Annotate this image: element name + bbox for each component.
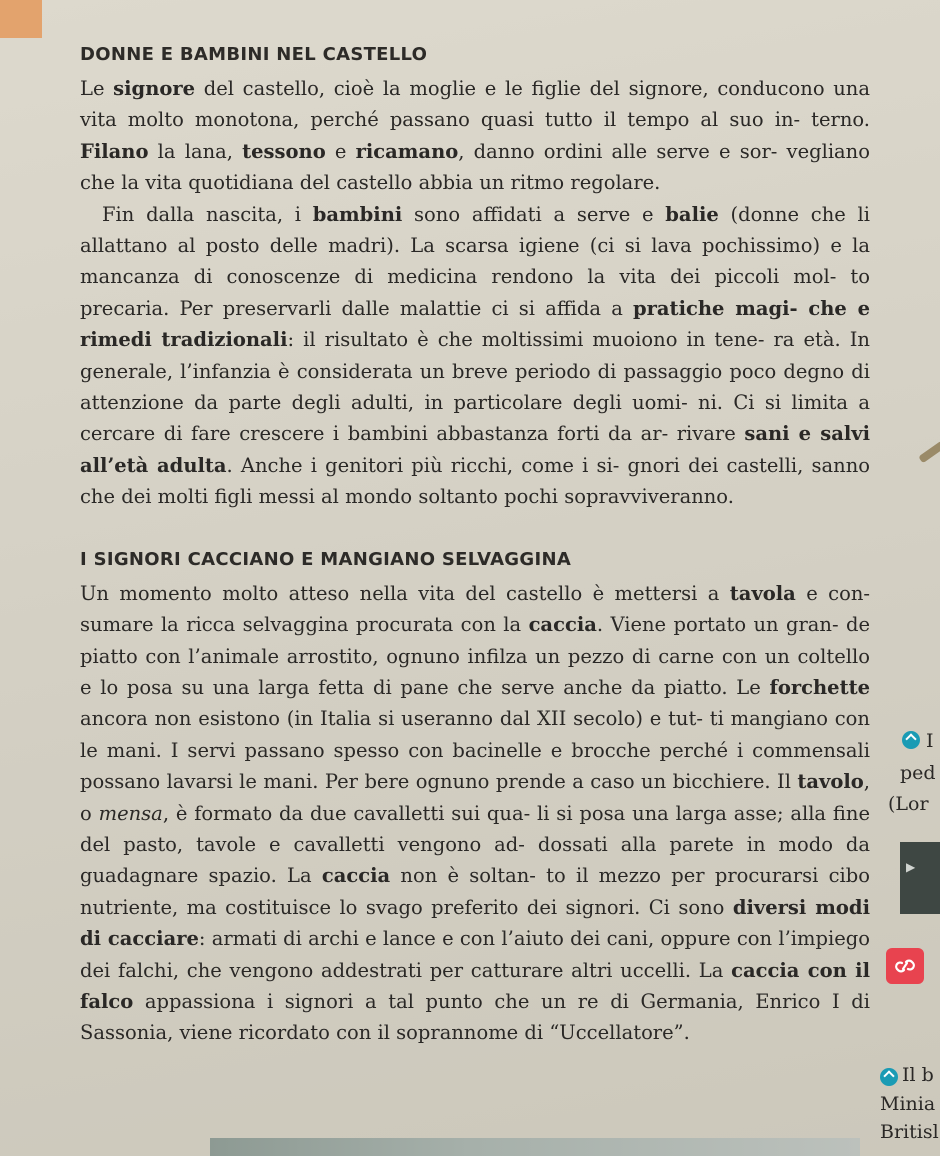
text-run: , o — [80, 770, 870, 825]
section-heading-hunting: I SIGNORI CACCIANO E MANGIANO SELVAGGINA — [80, 548, 572, 570]
bold-term: signore — [113, 77, 196, 100]
circle-arrow-icon[interactable] — [902, 731, 920, 749]
bold-term: caccia — [528, 613, 597, 637]
text-run: e con- sumare la ricca selvaggina procurata con la — [80, 581, 870, 637]
text-run: . Viene portato un gran- de piatto con l’animale arrostito, ognuno infilza un pezzo di carne con un coltello e lo posa su una larga fetta di pane che serve anche da piatto. Le — [80, 613, 870, 699]
bold-term: balie — [665, 202, 719, 226]
link-icon — [893, 955, 917, 977]
italic-term: mensa — [98, 801, 163, 825]
sidenote-fragment: Il b — [902, 1064, 934, 1086]
text-run: : il risultato è che moltissimi muoiono in tene- ra età. In generale, l’infanzia è considerata un breve periodo di passaggio poco degno di attenzione da parte degli adulti, in particolare degli uomi- ni. Ci si limita a cercare di fare crescere i bambini abbastanza forti da ar- rivare — [80, 328, 870, 446]
text-run: ancora non esistono (in Italia si useranno dal XII secolo) e tut- ti mangiano con le mani. I servi passano spesso con bacinelle e brocche perché i commensali possano lavarsi le mani. Per bere ognuno prende a caso un bicchiere. Il — [80, 707, 870, 794]
bold-term: bambini — [312, 202, 403, 226]
image-edge-strip — [210, 1138, 860, 1156]
sidenote-fragment: (Lor — [888, 793, 929, 815]
text-run: , danno ordini alle serve e sor- vegliano che la vita quotidiana del castello abbia un ritmo regolare. — [80, 139, 870, 195]
sidenote-fragment: Minia — [880, 1093, 936, 1115]
corner-tab — [0, 0, 42, 38]
text-run: , è formato da due cavalletti sui qua- li si posa una larga asse; alla fine del pasto, tavole e cavalletti vengono ad- dossati alla parete in modo da guadagnare spazio. La — [80, 801, 870, 888]
bold-term: sani e salvi all’età adulta — [80, 422, 870, 477]
text-run: Le — [80, 77, 114, 100]
text-run: (donne che li allattano al posto delle madri). La scarsa igiene (ci si lava pochissimo) e la mancanza di conoscenze di medicina rendono la vita dei piccoli mol- to precaria. Per preservarli dalle malattie ci si affida a — [80, 202, 871, 320]
bold-term: diversi modi di cacciare — [80, 895, 870, 951]
text-run: appassiona i signori a tal punto che un re di Germania, Enrico I di Sassonia, viene ricordato con il soprannome di “Uccellatore”. — [80, 989, 870, 1045]
sidenote-fragment: I — [926, 730, 934, 752]
bold-term: tessono — [242, 139, 326, 163]
bold-term: ricamano — [355, 139, 459, 163]
text-run: . Anche i genitori più ricchi, come i si- gnori dei castelli, sanno che dei molti figli messi al mondo soltanto pochi sopravviveranno. — [80, 453, 870, 509]
section-heading-women-children: DONNE E BAMBINI NEL CASTELLO — [80, 44, 428, 65]
pencil-mark — [918, 441, 940, 464]
text-run: Un momento molto atteso nella vita del castello è mettersi a — [80, 581, 730, 605]
paragraph-children — [80, 199, 870, 513]
text-column — [80, 44, 870, 1049]
bold-term: tavola — [729, 581, 796, 605]
sidenote-fragment: Britisl — [880, 1121, 939, 1143]
bold-term: caccia — [321, 864, 391, 888]
sidenote-fragment: ped — [900, 762, 936, 784]
bold-term: caccia con il falco — [80, 958, 870, 1013]
paragraph-women — [80, 73, 870, 199]
text-run: la lana, — [148, 139, 243, 163]
video-thumbnail[interactable] — [900, 842, 940, 914]
paragraph-hunting — [80, 578, 870, 1049]
text-run: del castello, cioè la moglie e le figlie del signore, conducono una vita molto monotona, perché passano quasi tutto il tempo al suo in- terno. — [80, 77, 870, 132]
bold-term: forchette — [769, 675, 870, 699]
bold-term: Filano — [80, 139, 149, 163]
text-run: Fin dalla nascita, i — [102, 202, 313, 226]
text-run: sono affidati a serve e — [402, 202, 666, 226]
text-run: e — [325, 139, 356, 163]
bold-term: tavolo — [797, 770, 864, 794]
play-icon: ▶ — [906, 860, 916, 874]
text-run: non è soltan- to il mezzo per procurarsi cibo nutriente, ma costituisce lo svago preferito dei signori. Ci sono — [80, 864, 870, 919]
text-run: : armati di archi e lance e con l’aiuto dei cani, oppure con l’impiego dei falchi, che vengono addestrati per catturare altri uccelli. La — [80, 927, 870, 982]
circle-arrow-icon[interactable] — [880, 1068, 898, 1086]
bold-term: pratiche magi- che e rimedi tradizionali — [80, 296, 870, 352]
link-button[interactable] — [886, 948, 924, 984]
